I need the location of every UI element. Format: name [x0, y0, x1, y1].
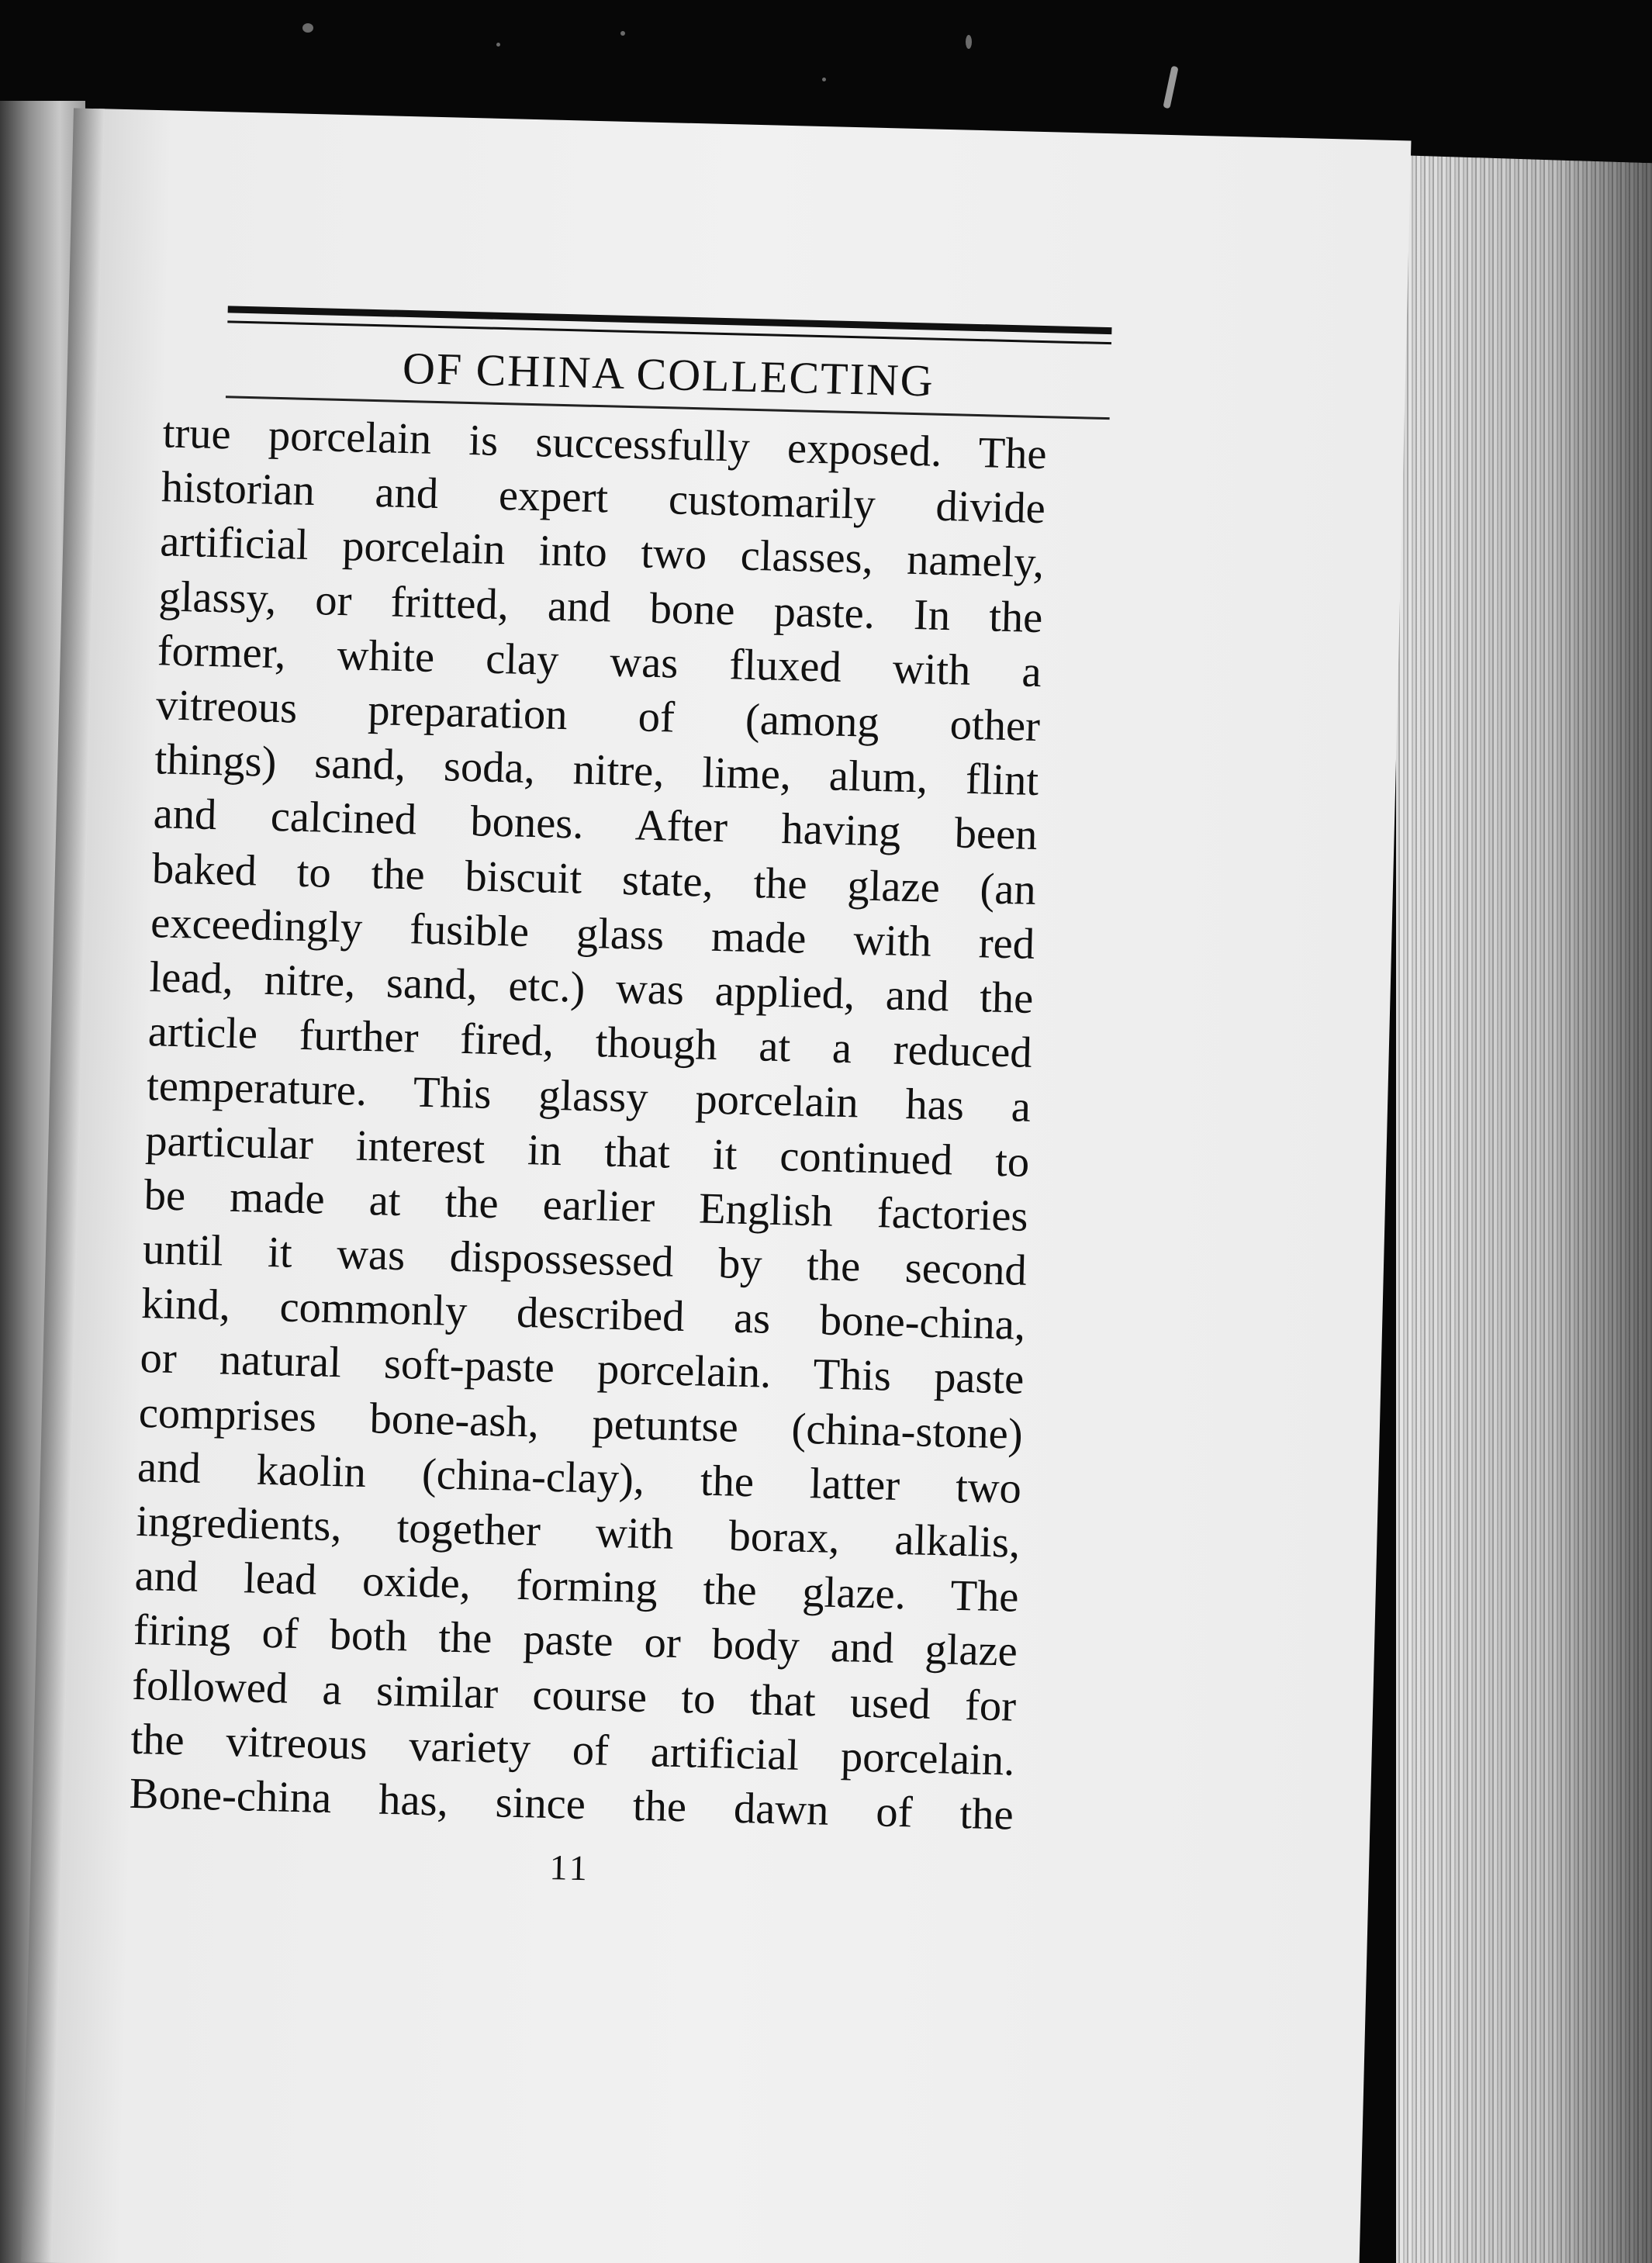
text-line: article further fired, though at a reduced: [147, 1007, 1033, 1078]
page-number: 11: [548, 1847, 591, 1888]
text-line: ingredients, together with borax, alkalis,: [135, 1497, 1021, 1567]
text-line: artificial porcelain into two classes, namely,: [159, 517, 1045, 588]
text-line: followed a similar course to that used for: [131, 1660, 1017, 1731]
text-line: glassy, or fritted, and bone paste. In the: [157, 572, 1044, 642]
background-speck: [620, 31, 625, 36]
text-line: be made at the earlier English factories: [143, 1170, 1029, 1241]
text-line: comprises bone-ash, petuntse (china-stone): [138, 1388, 1024, 1459]
text-line: exceedingly fusible glass made with red: [150, 898, 1035, 969]
background-speck: [496, 43, 500, 47]
text-line: particular interest in that it continued to: [144, 1116, 1030, 1187]
text-line: firing of both the paste or body and glaze: [133, 1606, 1018, 1677]
page-block-shadow: [1396, 155, 1652, 2263]
text-line: Bone-china has, since the dawn of the: [129, 1769, 1014, 1840]
text-line: the vitreous variety of artificial porcelain.: [130, 1715, 1016, 1785]
text-line: things) sand, soda, nitre, lime, alum, flint: [154, 735, 1039, 806]
header-rule-thick: [228, 306, 1112, 334]
background-speck: [822, 78, 826, 81]
text-line: kind, commonly described as bone-china,: [140, 1280, 1026, 1350]
text-line: and kaolin (china-clay), the latter two: [137, 1442, 1022, 1513]
running-head: OF CHINA COLLECTING: [402, 342, 935, 406]
page-content: [127, 304, 1049, 1899]
text-line: former, white clay was fluxed with a: [157, 627, 1042, 696]
text-line: vitreous preparation of (among other: [155, 681, 1041, 751]
body-text: [129, 406, 1047, 1843]
text-line: until it was dispossessed by the second: [142, 1225, 1028, 1295]
background-speck: [302, 23, 313, 33]
text-line: historian and expert customarily divide: [161, 463, 1046, 534]
text-line: true porcelain is successfully exposed. The: [162, 409, 1048, 479]
background-speck: [966, 35, 972, 49]
background-speck: [1163, 66, 1178, 109]
text-line: and calcined bones. After having been: [153, 789, 1039, 860]
book-page: [40, 109, 1411, 2263]
text-line: baked to the biscuit state, the glaze (an: [151, 844, 1037, 914]
text-line: or natural soft-paste porcelain. This paste: [139, 1334, 1025, 1404]
text-line: temperature. This glassy porcelain has a: [146, 1062, 1032, 1132]
text-line: lead, nitre, sand, etc.) was applied, and the: [148, 953, 1035, 1023]
text-line: and lead oxide, forming the glaze. The: [134, 1552, 1020, 1622]
